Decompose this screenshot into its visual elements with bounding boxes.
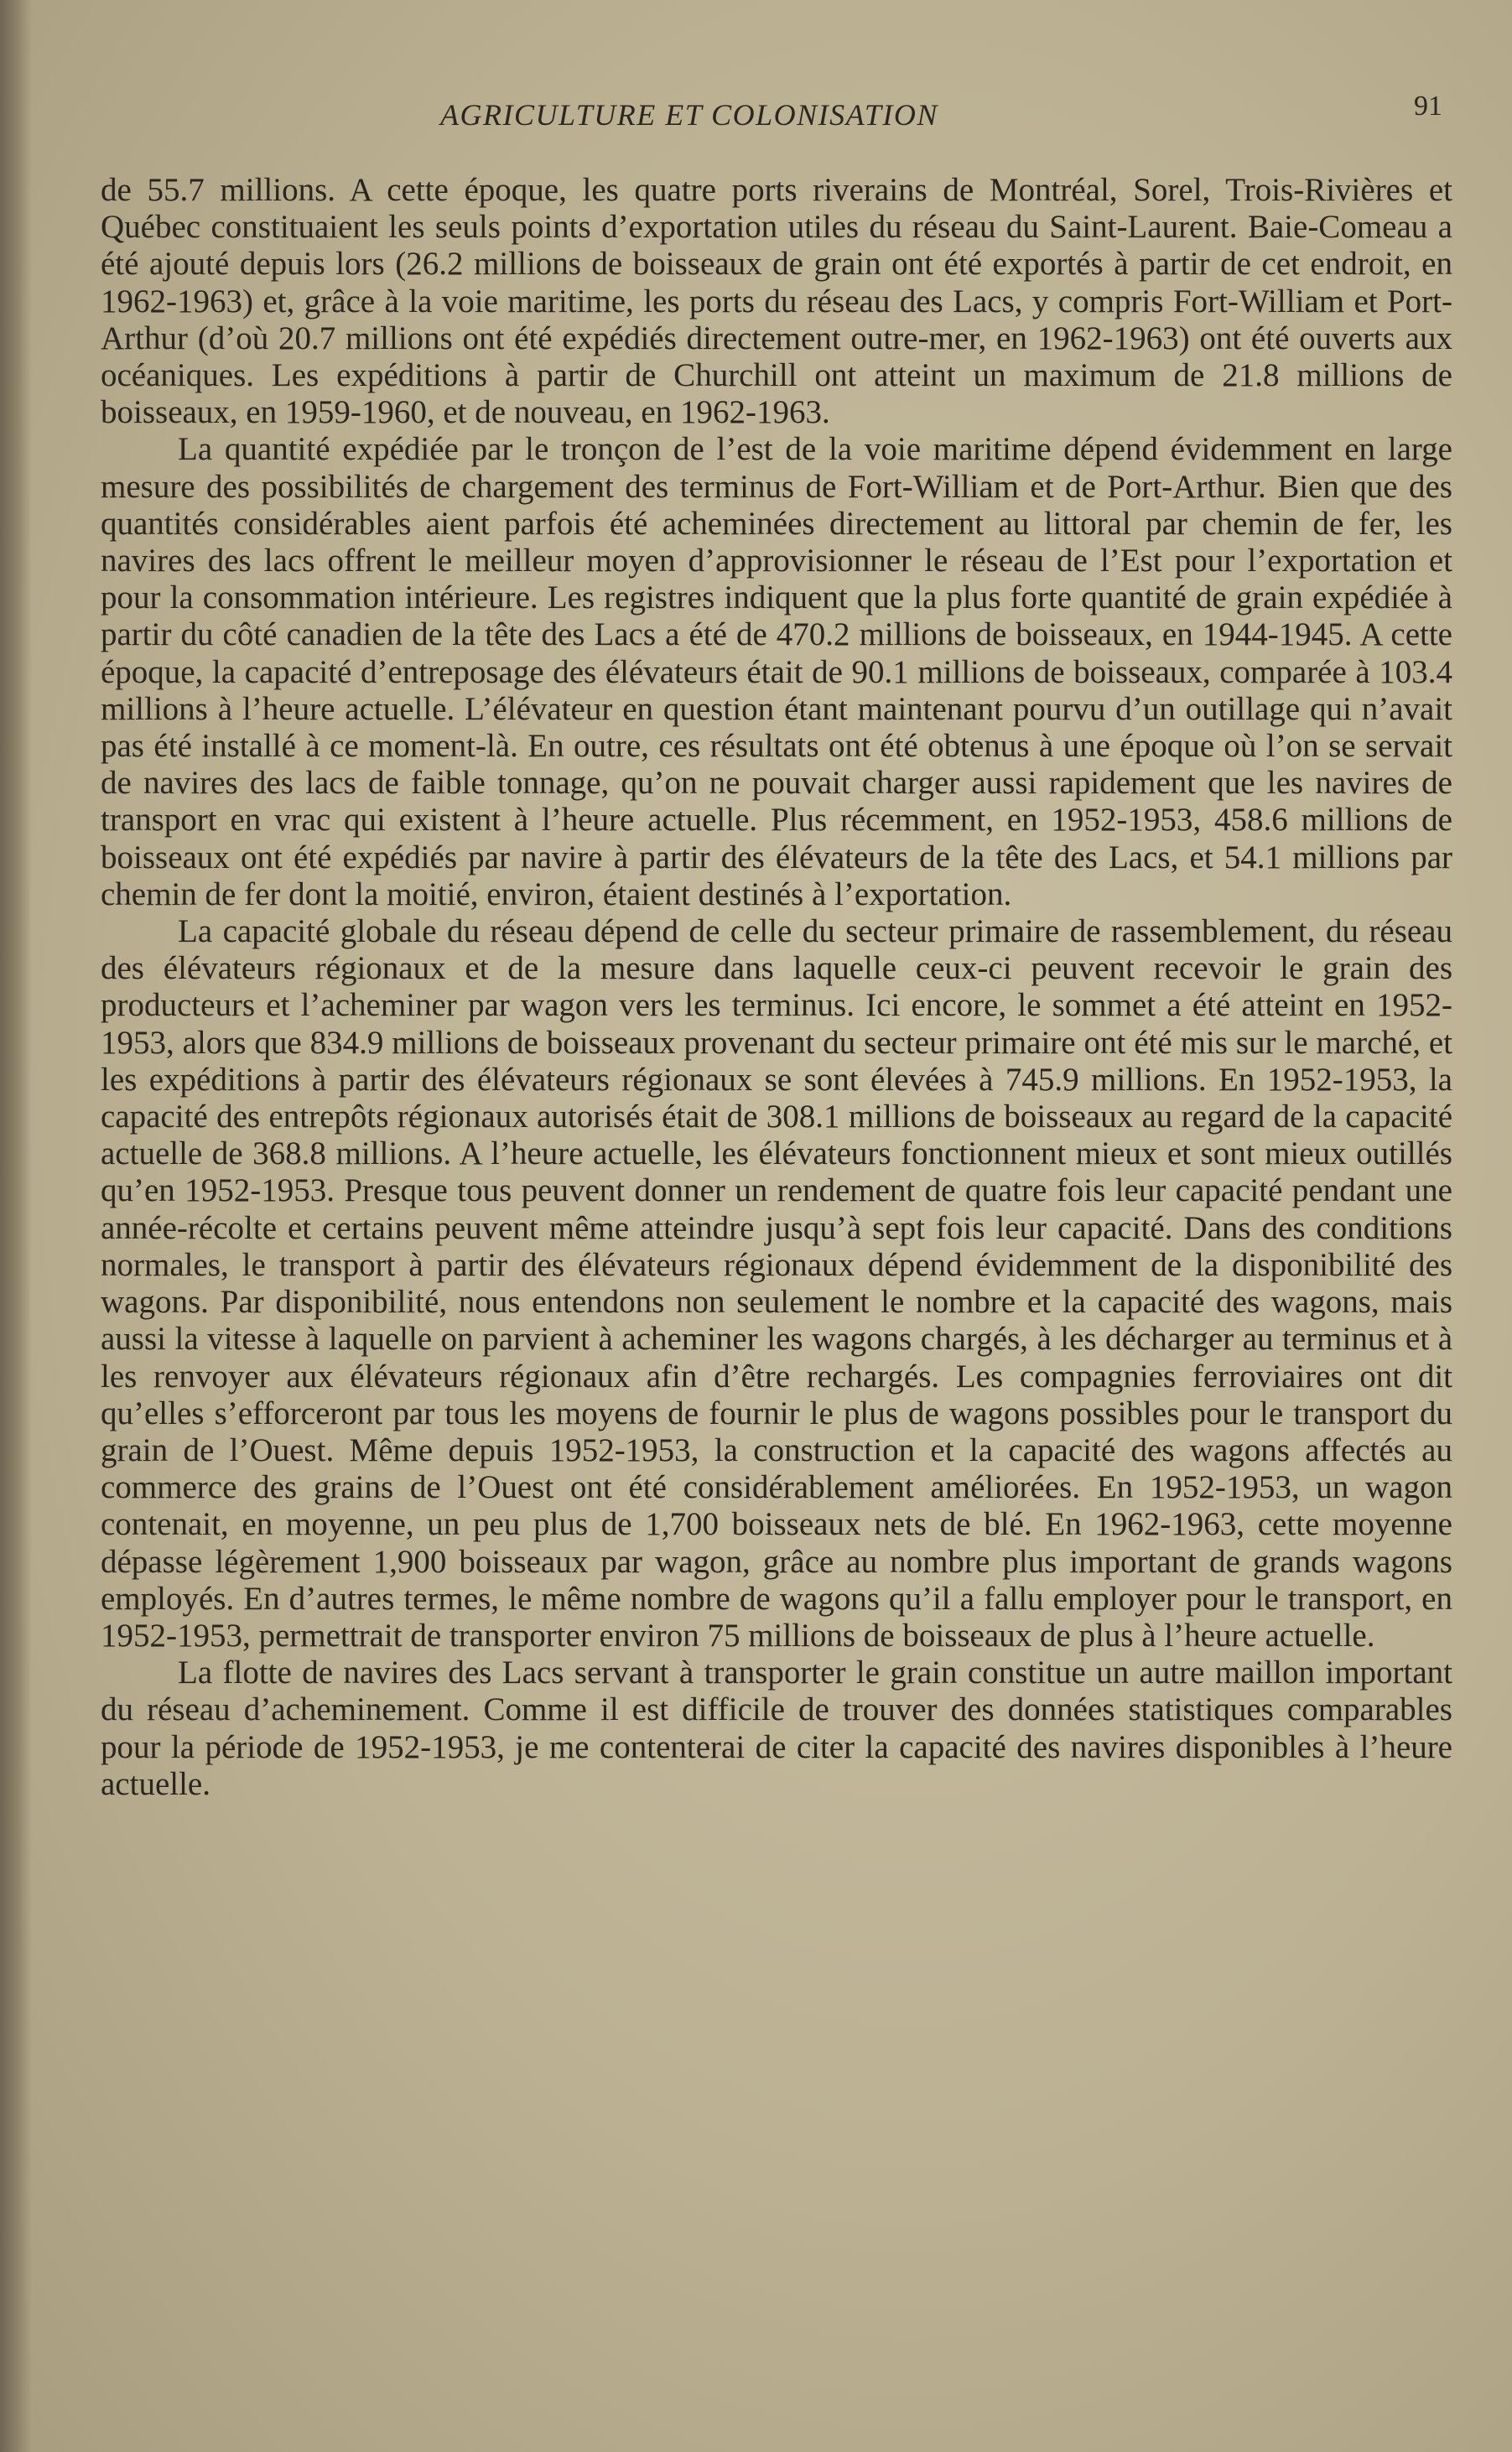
- page-number: 91: [1414, 91, 1442, 122]
- paragraph-3: La capacité globale du réseau dépend de celle du secteur primaire de rassemblement, du réseau des élévateurs régionaux et de la mesure dans laquelle ceux-ci peuvent recevoir le grain des producteurs et l’acheminer par wagon vers les terminus. Ici encore, le sommet a été atteint en 1952-1953, alors que 834.9 millions de boisseaux provenant du secteur primaire ont été mis sur le marché, et les expéditions à partir des élévateurs régionaux se sont élevées à 745.9 millions. En 1952-1953, la capacité des entrepôts régionaux autorisés était de 308.1 millions de boisseaux au regard de la capacité actuelle de 368.8 millions. A l’heure actuelle, les élévateurs fonctionnent mieux et sont mieux outillés qu’en 1952-1953. Presque tous peuvent donner un rendement de quatre fois leur capacité pendant une année-récolte et certains peuvent même atteindre jusqu’à sept fois leur capacité. Dans des conditions normales, le transport à partir des élévateurs régionaux dépend évidemment de la disponibilité des wagons. Par disponibilité, nous entendons non seulement le nombre et la capacité des wagons, mais aussi la vitesse à laquelle on parvient à acheminer les wagons chargés, à les décharger au terminus et à les renvoyer aux élévateurs régionaux afin d’être rechargés. Les compagnies ferroviaires ont dit qu’elles s’efforceront par tous les moyens de fournir le plus de wagons possibles pour le transport du grain de l’Ouest. Même depuis 1952-1953, la construction et la capacité des wagons affectés au commerce des grains de l’Ouest ont été considérablement améliorées. En 1952-1953, un wagon contenait, en moyenne, un peu plus de 1,700 boisseaux nets de blé. En 1962-1963, cette moyenne dépasse légèrement 1,900 boisseaux par wagon, grâce au nombre plus important de grands wagons employés. En d’autres termes, le même nombre de wagons qu’il a fallu employer pour le transport, en 1952-1953, permettrait de transporter environ 75 millions de boisseaux de plus à l’heure actuelle.: [101, 913, 1452, 1654]
- running-title: AGRICULTURE ET COLONISATION: [440, 98, 938, 132]
- paragraph-4: La flotte de navires des Lacs servant à transporter le grain constitue un autre maillon important du réseau d’acheminement. Comme il est difficile de trouver des données statistiques comparables pour la période de 1952-1953, je me contenterai de citer la capacité des navires disponibles à l’heure actuelle.: [101, 1655, 1452, 1802]
- paragraph-2: La quantité expédiée par le tronçon de l’est de la voie maritime dépend évidemment en large mesure des possibilités de chargement des terminus de Fort-William et de Port-Arthur. Bien que des quantités considérables aient parfois été acheminées directement au littoral par chemin de fer, les navires des lacs offrent le meilleur moyen d’approvisionner le réseau de l’Est pour l’exportation et pour la consommation intérieure. Les registres indiquent que la plus forte quantité de grain expédiée à partir du côté canadien de la tête des Lacs a été de 470.2 millions de boisseaux, en 1944-1945. A cette époque, la capacité d’entreposage des élévateurs était de 90.1 millions de boisseaux, comparée à 103.4 millions à l’heure actuelle. L’élévateur en question étant maintenant pourvu d’un outillage qui n’avait pas été installé à ce moment-là. En outre, ces résultats ont été obtenus à une époque où l’on se servait de navires des lacs de faible tonnage, qu’on ne pouvait charger aussi rapidement que les navires de transport en vrac qui existent à l’heure actuelle. Plus récemment, en 1952-1953, 458.6 millions de boisseaux ont été expédiés par navire à partir des élévateurs de la tête des Lacs, et 54.1 millions par chemin de fer dont la moitié, environ, étaient destinés à l’exportation.: [101, 431, 1452, 912]
- paragraph-1: de 55.7 millions. A cette époque, les quatre ports riverains de Montréal, Sorel, Trois-Rivières et Québec constituaient les seuls points d’exportation utiles du réseau du Saint-Laurent. Baie-Comeau a été ajouté depuis lors (26.2 millions de boisseaux de grain ont été exportés à partir de cet endroit, en 1962-1963) et, grâce à la voie maritime, les ports du réseau des Lacs, y compris Fort-William et Port-Arthur (d’où 20.7 millions ont été expédiés directement outre-mer, en 1962-1963) ont été ouverts aux océaniques. Les expéditions à partir de Churchill ont atteint un maximum de 21.8 millions de boisseaux, en 1959-1960, et de nouveau, en 1962-1963.: [101, 172, 1452, 431]
- body-text: [101, 172, 1452, 1803]
- book-gutter-shadow: [0, 0, 32, 2452]
- page-header: [101, 91, 1442, 141]
